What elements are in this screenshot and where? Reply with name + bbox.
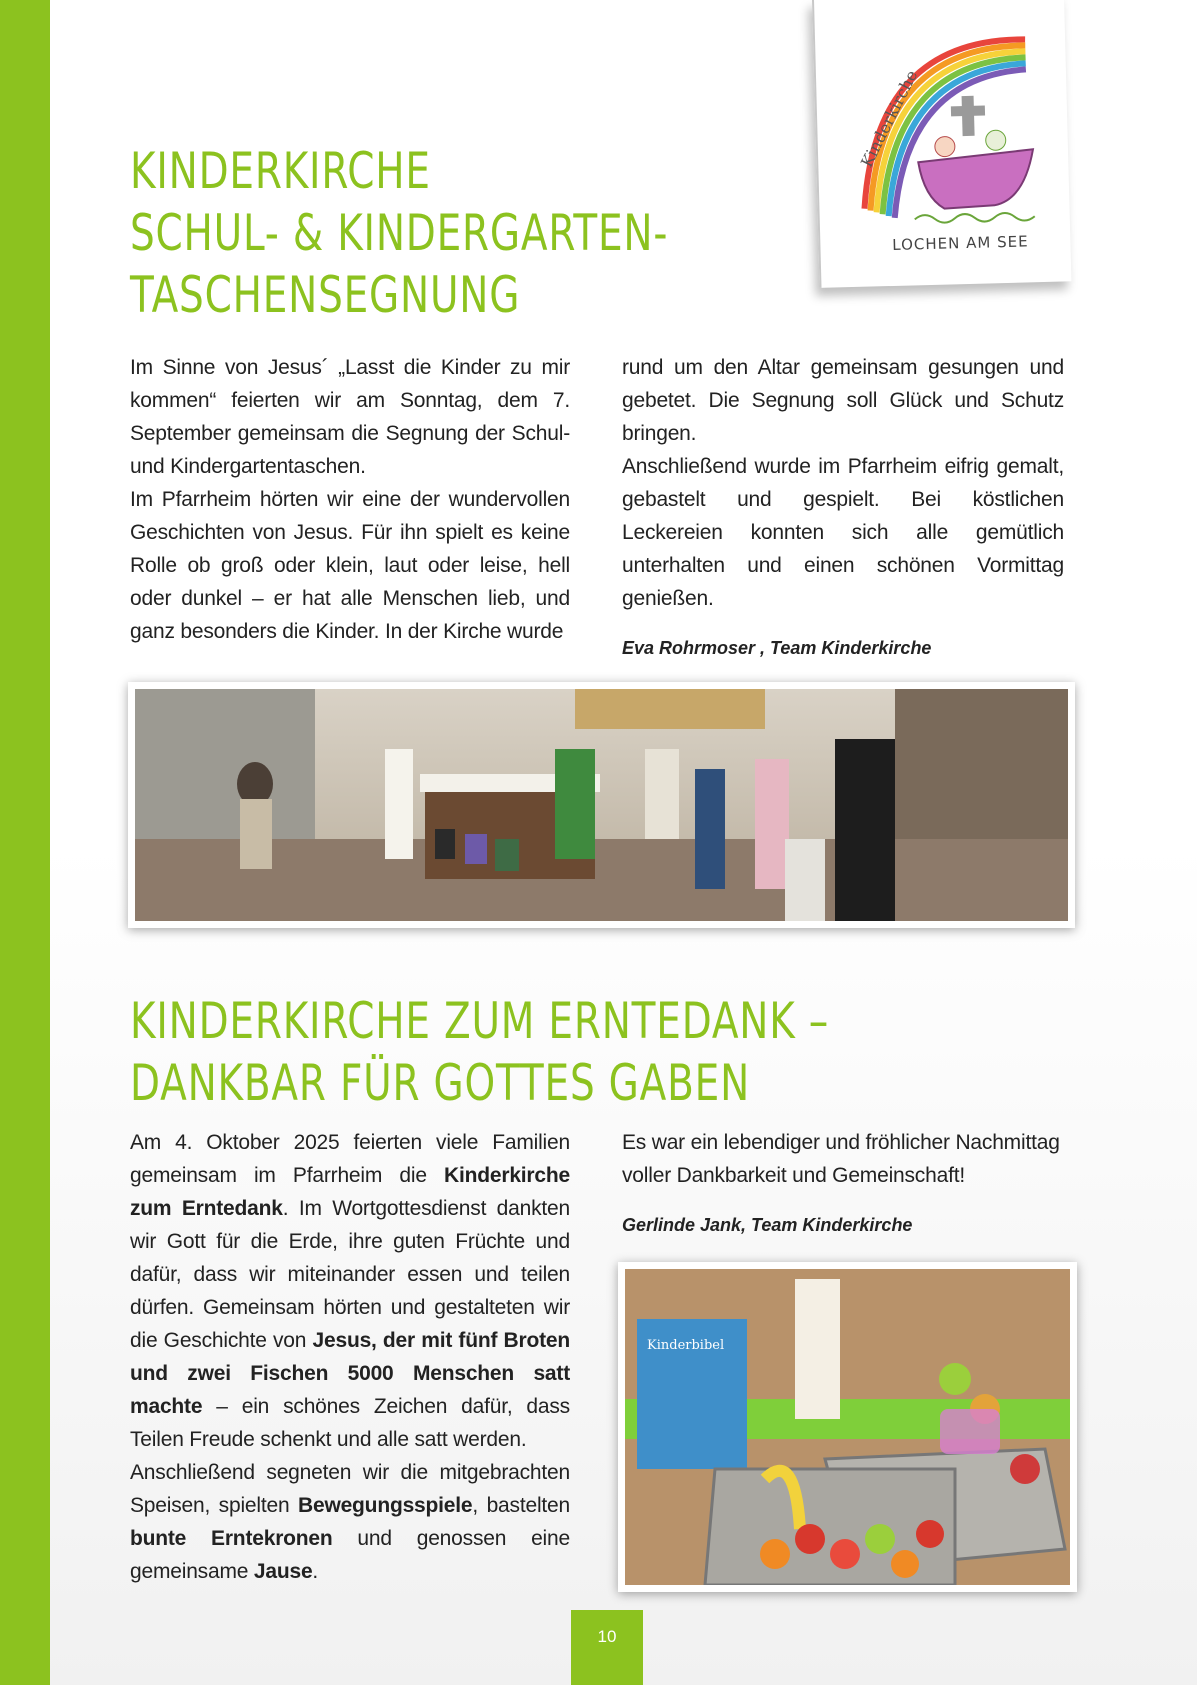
article2-heading [130, 990, 829, 1114]
article1-heading [130, 140, 668, 326]
article1-left-column [130, 351, 570, 648]
heading-line: KINDERKIRCHE ZUM ERNTEDANK – [130, 992, 830, 1050]
kinderkirche-logo [812, 0, 1071, 288]
page-number: 10 [571, 1610, 643, 1685]
article2-left-column [130, 1126, 570, 1588]
paragraph: Es war ein lebendiger und fröhlicher Nachmittag voller Dankbarkeit und Gemeinschaft! [622, 1131, 1060, 1187]
harvest-fruit-photo [618, 1262, 1077, 1592]
paragraph: Im Sinne von Jesus´ „Lasst die Kinder zu mir kommen“ feierten wir am Sonntag, dem 7. September gemeinsam die Segnung der Schul- und Kindergartentaschen. [130, 356, 570, 478]
church-blessing-photo [128, 682, 1075, 928]
article1-author: Eva Rohrmoser , Team Kinderkirche [622, 638, 932, 658]
left-accent-bar [0, 0, 50, 1685]
logo-place: LOCHEN AM SEE [892, 232, 1029, 254]
article2-author: Gerlinde Jank, Team Kinderkirche [622, 1215, 913, 1235]
heading-line: KINDERKIRCHE [130, 142, 431, 200]
article2-right-column [622, 1126, 1064, 1192]
paragraph: rund um den Altar gemeinsam gesungen und gebetet. Die Segnung soll Glück und Schutz bringen. [622, 356, 1064, 445]
paragraph: Im Pfarrheim hörten wir eine der wundervollen Geschichten von Jesus. Für ihn spielt es keine Rolle ob groß oder klein, laut oder leise, hell oder dunkel – er hat alle Menschen lieb, und ganz besonders die Kinder. In der Kirche wurde [130, 488, 570, 643]
logo-title: Kinderkirche [857, 67, 922, 171]
heading-line: TASCHENSEGNUNG [130, 266, 521, 324]
book-title: Kinderbibel [647, 1338, 725, 1353]
heading-line: DANKBAR FÜR GOTTES GABEN [130, 1054, 751, 1112]
heading-line: SCHUL- & KINDERGARTEN- [130, 204, 669, 262]
paragraph: Am 4. Oktober 2025 feierten viele Familien gemeinsam im Pfarrheim die Kinderkirche zum Erntedank. Im Wortgottesdienst dankten wir Gott für die Erde, ihre guten Früchte und dafür, dass wir miteinander essen und teilen dürfen. Gemeinsam hörten und gestalteten wir die Geschichte von Jesus, der mit fünf Broten und zwei Fischen 5000 Menschen satt machte – ein schönes Zeichen dafür, dass Teilen Freude schenkt und alle satt werden. [130, 1131, 570, 1451]
paragraph: Anschließend wurde im Pfarrheim eifrig gemalt, gebastelt und gespielt. Bei köstlichen Leckereien konnten sich alle gemütlich unterhalten und einen schönen Vormittag genießen. [622, 455, 1064, 610]
paragraph: Anschließend segneten wir die mitgebrachten Speisen, spielten Bewegungsspiele, bastelten bunte Erntekronen und genossen eine gemeinsame Jause. [130, 1461, 570, 1583]
article1-right-column [622, 351, 1064, 615]
